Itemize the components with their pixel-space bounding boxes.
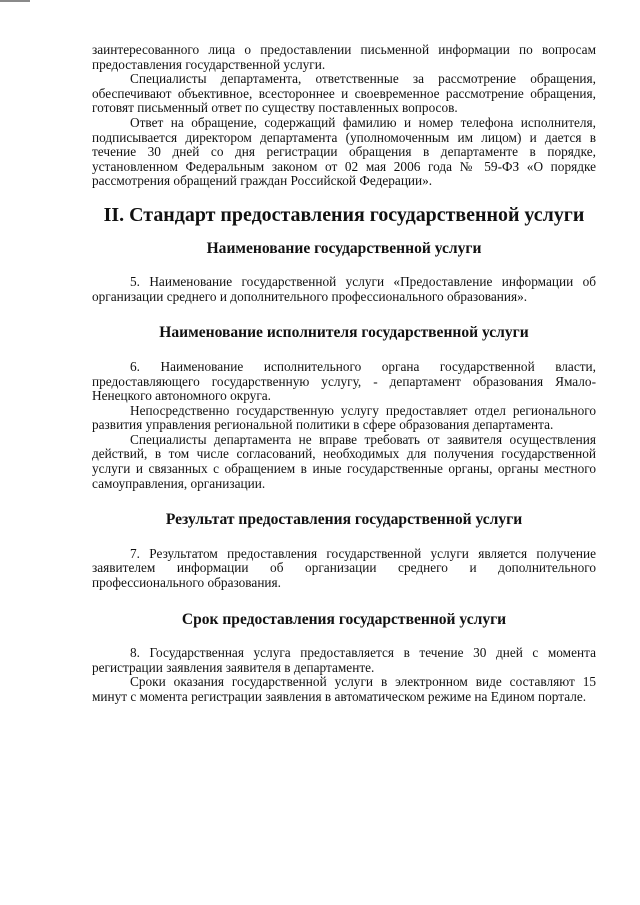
paragraph-6-department: Непосредственно государственную услугу предоставляет отдел регионального развития управления региональной политики в сфере образования департамента.	[92, 402, 596, 433]
document-page	[92, 43, 596, 705]
heading-service-result: Результат предоставления государственной услуги	[165, 511, 523, 529]
heading-service-name: Наименование государственной услуги	[206, 239, 482, 257]
spacer	[92, 627, 596, 646]
heading-service-term: Срок предоставления государственной услуги	[181, 610, 507, 628]
paragraph-specialists-review: Специалисты департамента, ответственные за рассмотрение обращения, обеспечивают объективное, всестороннее и своевременное рассмотрение обращения, готовят письменный ответ по существу поставленных вопросов.	[92, 71, 596, 116]
paragraph-5: 5. Наименование государственной услуги «Предоставление информации об организации среднего и дополнительного профессионального образования».	[92, 274, 596, 304]
paragraph-8-electronic: Сроки оказания государственной услуги в электронном виде составляют 15 минут с момента регистрации заявления в автоматическом режиме на Едином портале.	[92, 674, 596, 704]
scan-edge-mark	[0, 0, 30, 2]
paragraph-6-restrictions: Специалисты департамента не вправе требовать от заявителя осуществления действий, в том числе согласований, необходимых для получения государственной услуги и связанных с обращением в иные государственные органы, органы местного самоуправления, организации.	[92, 431, 596, 491]
paragraph-7: 7. Результатом предоставления государственной услуги является получение заявителем информации об организации среднего и дополнительного профессионального образования.	[92, 545, 596, 591]
spacer	[92, 256, 596, 275]
paragraph-8: 8. Государственная услуга предоставляется в течение 30 дней с момента регистрации заявления заявителя в департаменте.	[92, 645, 596, 675]
heading-service-executor: Наименование исполнителя государственной услуги	[159, 324, 529, 342]
paragraph-answer-signing: Ответ на обращение, содержащий фамилию и номер телефона исполнителя, подписывается директором департамента (уполномоченным им лицом) и дается в течение 30 дней со дня регистрации обращения в департаменте в порядке, установленном Федеральным законом от 02 мая 2006 года № 59-ФЗ «О порядке рассмотрения обращений граждан Российской Федерации».	[92, 114, 596, 189]
paragraph-continuation: заинтересованного лица о предоставлении письменной информации по вопросам предоставления государственной услуги.	[92, 42, 596, 72]
section-title: II. Стандарт предоставления государственной услуги	[103, 203, 585, 226]
spacer	[92, 341, 596, 360]
spacer	[92, 528, 596, 547]
paragraph-6: 6. Наименование исполнительного органа государственной власти, предоставляющего государственную услугу, - департамент образования Ямало-Ненецкого автономного округа.	[92, 358, 596, 404]
